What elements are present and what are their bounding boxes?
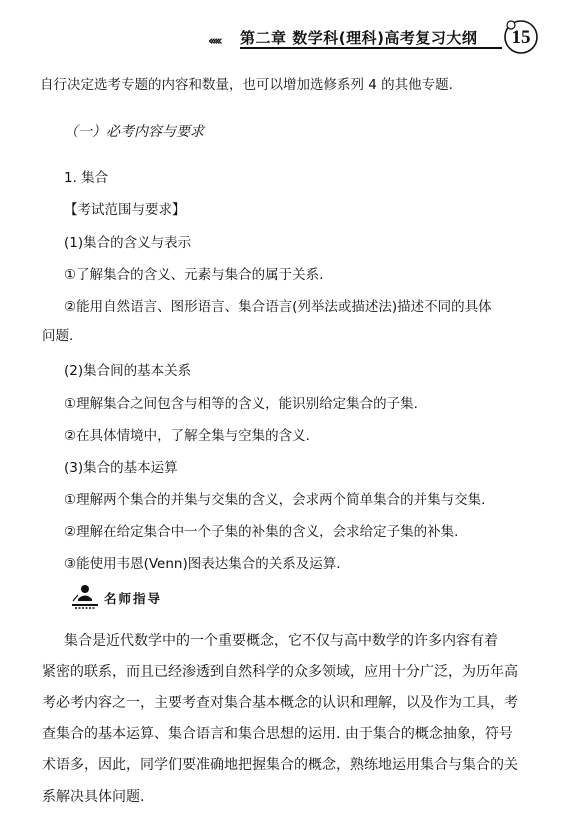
header-rule — [240, 47, 502, 49]
chevron-left-icon: ‹‹‹‹‹ — [208, 34, 220, 49]
running-title: 第二章 数学科(理科)高考复习大纲 — [240, 29, 478, 47]
paragraph-line: 考必考内容之一，主要考查对集合基本概念的认识和理解，以及作为工具，考 — [42, 695, 518, 711]
list-item: ②在具体情境中，了解全集与空集的含义. — [64, 428, 310, 444]
list-item: ①理解集合之间包含与相等的含义，能识别给定集合的子集. — [64, 396, 418, 412]
paragraph-line: 集合是近代数学中的一个重要概念，它不仅与高中数学的许多内容有着 — [64, 633, 498, 649]
section-title: （一）必考内容与要求 — [64, 124, 204, 140]
list-item: ①了解集合的含义、元素与集合的属于关系. — [64, 267, 324, 283]
paragraph-line: 系解决具体问题. — [42, 789, 145, 805]
list-item-continuation: 问题. — [42, 328, 74, 344]
teacher-icon — [70, 583, 100, 609]
intro-text: 自行决定选考专题的内容和数量，也可以增加选修系列 4 的其他专题. — [40, 77, 453, 93]
paragraph-line: 术语多，因此，同学们要准确地把握集合的概念，熟练地运用集合与集合的关 — [42, 757, 518, 773]
page-number: 15 — [511, 27, 531, 48]
list-item: ①理解两个集合的并集与交集的含义，会求两个简单集合的并集与交集. — [64, 492, 486, 508]
list-item: ②能用自然语言、图形语言、集合语言(列举法或描述法)描述不同的具体 — [64, 299, 492, 315]
subsection-title: (2)集合间的基本关系 — [64, 363, 192, 379]
mentor-guidance-heading: 名师指导 — [104, 591, 163, 606]
subsection-title: (3)集合的基本运算 — [64, 460, 178, 476]
paragraph-line: 紧密的联系，而且已经渗透到自然科学的众多领域，应用十分广泛，为历年高 — [42, 664, 518, 680]
list-item: ②理解在给定集合中一个子集的补集的含义，会求给定子集的补集. — [64, 524, 459, 540]
subsection-title: (1)集合的含义与表示 — [64, 235, 192, 251]
list-item: ③能使用韦恩(Venn)图表达集合的关系及运算. — [64, 556, 341, 572]
topic-title: 1. 集合 — [64, 170, 109, 186]
paragraph-line: 查集合的基本运算、集合语言和集合思想的运用. 由于集合的概念抽象，符号 — [42, 726, 513, 742]
scope-label: 【考试范围与要求】 — [64, 202, 186, 218]
page-header — [0, 0, 580, 62]
